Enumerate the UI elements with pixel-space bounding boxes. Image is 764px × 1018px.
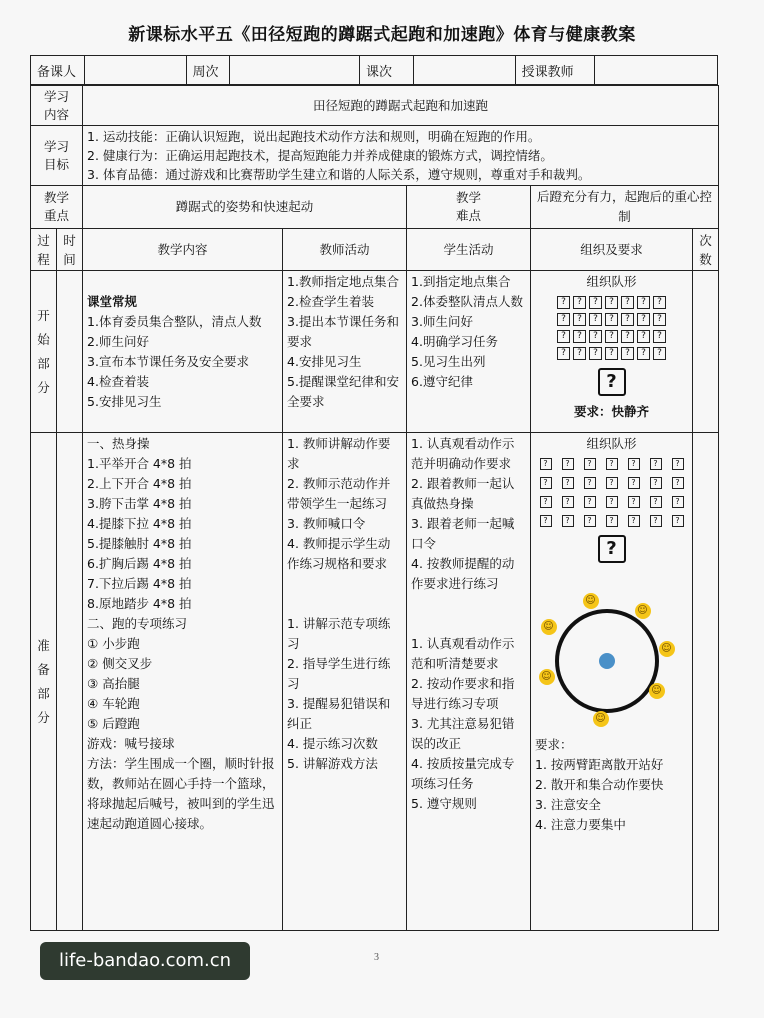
start-teacher	[283, 271, 407, 433]
content-item: 3.宣布本节课任务及安全要求	[87, 353, 249, 369]
student-marker-icon: ?	[540, 515, 552, 527]
content-item: ② 侧交叉步	[87, 656, 153, 671]
student-smiley-icon: ☺	[659, 641, 675, 657]
student-marker-icon: ?	[540, 496, 552, 508]
goal-item: 1. 运动技能：正确认识短跑，说出起跑技术动作方法和规则，明确在短跑的作用。	[87, 129, 541, 144]
prep-org-title: 组织队形	[586, 436, 637, 451]
student-marker-icon: ?	[589, 330, 602, 343]
spacer	[287, 574, 402, 614]
start-time	[57, 271, 83, 433]
formation-row	[557, 313, 666, 326]
student-marker-icon: ?	[653, 347, 666, 360]
content-item: 8.原地踏步 4*8 拍	[87, 596, 192, 611]
student-marker-icon: ?	[637, 313, 650, 326]
student-marker-icon: ?	[650, 458, 662, 470]
student-marker-icon: ?	[653, 313, 666, 326]
content-item: 方法：学生围成一个圈，顺时针报数，教师站在圆心手持一个篮球，将球抛起后喊号，被叫到的学生迅速起动跑道圆心接球。	[87, 756, 275, 831]
basketball-icon	[599, 653, 615, 669]
student-item: 5. 遵守规则	[411, 796, 477, 811]
header-row	[30, 55, 718, 85]
content-item: 5.提膝触肘 4*8 拍	[87, 536, 192, 551]
col-teacher: 教师活动	[283, 229, 407, 271]
student-marker-icon: ?	[589, 296, 602, 309]
col-count: 次 数	[693, 229, 719, 271]
student-marker-icon: ?	[605, 347, 618, 360]
content-item: 4.检查着装	[87, 373, 149, 389]
student-marker-icon: ?	[589, 347, 602, 360]
student-marker-icon: ?	[621, 347, 634, 360]
student-marker-icon: ?	[628, 477, 640, 489]
student-item: 4.明确学习任务	[411, 334, 498, 349]
prep-student	[407, 433, 531, 931]
key-value: 蹲踞式的姿势和快速起动	[83, 186, 407, 229]
week-label: 周次	[187, 56, 231, 84]
student-marker-icon: ?	[628, 515, 640, 527]
page-title: 新课标水平五《田径短跑的蹲踞式起跑和加速跑》体育与健康教案	[128, 25, 636, 45]
teacher-item: 3. 教师喊口令	[287, 516, 366, 531]
lesson-table	[30, 85, 719, 931]
goal-item: 3. 体育品德：通过游戏和比赛帮助学生建立和谐的人际关系，遵守规则，尊重对手和裁判。	[87, 167, 591, 182]
formation-grid	[535, 296, 688, 360]
student-marker-icon: ?	[672, 477, 684, 489]
formation-row	[557, 296, 666, 309]
student-item: 2. 跟着教师一起认真做热身操	[411, 476, 515, 511]
student-item: 4. 按教师提醒的动作要求进行练习	[411, 556, 515, 591]
content-item: 7.下拉后踢 4*8 拍	[87, 576, 192, 591]
student-marker-icon: ?	[606, 496, 618, 508]
start-content-title: 课堂常规	[87, 293, 138, 309]
goal-label: 学习 目标	[31, 126, 83, 186]
formation-row	[540, 515, 684, 527]
content-item: 5.安排见习生	[87, 393, 162, 409]
student-marker-icon: ?	[672, 458, 684, 470]
prep-org	[531, 433, 693, 931]
preparer-label: 备课人	[31, 56, 85, 84]
prep-section-label: 准 备 部 分	[31, 433, 57, 931]
start-count	[693, 271, 719, 433]
student-marker-icon: ?	[621, 296, 634, 309]
formation-row	[540, 496, 684, 508]
content-item: 游戏：喊号接球	[87, 736, 175, 751]
student-item: 1. 认真观看动作示范并明确动作要求	[411, 436, 515, 471]
col-student: 学生活动	[407, 229, 531, 271]
teacher-item: 3. 提醒易犯错误和纠正	[287, 696, 391, 731]
requirement-item: 1. 按两臂距离散开站好	[535, 757, 664, 772]
start-content	[83, 271, 283, 433]
prep-count	[693, 433, 719, 931]
content-label: 学习 内容	[31, 86, 83, 126]
col-org: 组织及要求	[531, 229, 693, 271]
student-marker-icon: ?	[672, 496, 684, 508]
formation-row	[540, 477, 684, 489]
teacher-item: 1. 讲解示范专项练习	[287, 616, 391, 651]
formation-row	[557, 347, 666, 360]
student-marker-icon: ?	[573, 330, 586, 343]
content-item: 2.上下开合 4*8 拍	[87, 476, 192, 491]
teacher-item: 3.提出本节课任务和要求	[287, 314, 399, 349]
student-marker-icon: ?	[584, 477, 596, 489]
content-item: 1.体育委员集合整队，清点人数	[87, 313, 262, 329]
student-marker-icon: ?	[650, 515, 662, 527]
student-marker-icon: ?	[621, 313, 634, 326]
prep-teacher	[283, 433, 407, 931]
content-item: ④ 车轮跑	[87, 696, 140, 711]
student-marker-icon: ?	[605, 313, 618, 326]
start-section-label: 开 始 部 分	[31, 271, 57, 433]
student-item: 1. 认真观看动作示范和听清楚要求	[411, 636, 515, 671]
student-item: 3. 尤其注意易犯错误的改正	[411, 716, 515, 751]
col-time: 时 间	[57, 229, 83, 271]
student-marker-icon: ?	[637, 330, 650, 343]
content-item: 4.提膝下拉 4*8 拍	[87, 516, 192, 531]
student-item: 3.师生问好	[411, 314, 473, 329]
difficulty-label: 教学 难点	[407, 186, 531, 229]
student-marker-icon: ?	[584, 458, 596, 470]
student-marker-icon: ?	[637, 296, 650, 309]
teacher-item: 5.提醒课堂纪律和安全要求	[287, 374, 399, 409]
requirement-item: 4. 注意力要集中	[535, 817, 626, 832]
goals-cell	[83, 126, 719, 186]
teacher-label: 授课教师	[516, 56, 596, 84]
student-smiley-icon: ☺	[541, 619, 557, 635]
student-item: 3. 跟着老师一起喊口令	[411, 516, 515, 551]
student-marker-icon: ?	[628, 496, 640, 508]
student-marker-icon: ?	[584, 496, 596, 508]
content-item: ③ 高抬腿	[87, 676, 140, 691]
preparer-value[interactable]	[85, 56, 187, 84]
student-item: 4. 按质按量完成专项练习任务	[411, 756, 515, 791]
formation-row	[540, 458, 684, 470]
key-label: 教学 重点	[31, 186, 83, 229]
start-org-title: 组织队形	[586, 274, 637, 289]
goal-item: 2. 健康行为：正确运用起跑技术，提高短跑能力并养成健康的锻炼方式，调控情绪。	[87, 148, 553, 163]
student-marker-icon: ?	[557, 330, 570, 343]
start-student	[407, 271, 531, 433]
teacher-item: 5. 讲解游戏方法	[287, 756, 378, 771]
formation-grid	[535, 458, 688, 527]
prep-content	[83, 433, 283, 931]
student-marker-icon: ?	[557, 347, 570, 360]
teacher-item: 2. 教师示范动作并带领学生一起练习	[287, 476, 391, 511]
week-value[interactable]	[230, 56, 360, 84]
content-item: 3.胯下击掌 4*8 拍	[87, 496, 192, 511]
content-item: 一、热身操	[87, 436, 150, 451]
student-smiley-icon: ☺	[593, 711, 609, 727]
student-marker-icon: ?	[653, 330, 666, 343]
teacher-value[interactable]	[595, 56, 717, 84]
student-marker-icon: ?	[637, 347, 650, 360]
teacher-item: 4. 教师提示学生动作练习规格和要求	[287, 536, 391, 571]
student-smiley-icon: ☺	[635, 603, 651, 619]
teacher-item: 1. 教师讲解动作要求	[287, 436, 391, 471]
content-value: 田径短跑的蹲踞式起跑和加速跑	[83, 86, 719, 126]
student-marker-icon: ?	[621, 330, 634, 343]
student-marker-icon: ?	[573, 296, 586, 309]
student-marker-icon: ?	[573, 347, 586, 360]
student-item: 5.见习生出列	[411, 354, 486, 369]
prep-time	[57, 433, 83, 931]
student-marker-icon: ?	[573, 313, 586, 326]
requirement-item: 2. 散开和集合动作要快	[535, 777, 664, 792]
student-marker-icon: ?	[605, 330, 618, 343]
student-marker-icon: ?	[557, 296, 570, 309]
content-item: ① 小步跑	[87, 636, 140, 651]
student-marker-icon: ?	[606, 515, 618, 527]
lesson-value[interactable]	[414, 56, 516, 84]
student-marker-icon: ?	[557, 313, 570, 326]
content-item: 1.平举开合 4*8 拍	[87, 456, 192, 471]
student-marker-icon: ?	[672, 515, 684, 527]
student-smiley-icon: ☺	[649, 683, 665, 699]
start-org	[531, 271, 693, 433]
content-item: ⑤ 后蹬跑	[87, 716, 140, 731]
student-marker-icon: ?	[606, 458, 618, 470]
difficulty-value: 后蹬充分有力，起跑后的重心控制	[531, 186, 719, 229]
student-marker-icon: ?	[562, 477, 574, 489]
content-item: 6.扩胸后踢 4*8 拍	[87, 556, 192, 571]
page-number: 3	[374, 952, 379, 963]
student-marker-icon: ?	[628, 458, 640, 470]
student-marker-icon: ?	[650, 477, 662, 489]
student-marker-icon: ?	[540, 458, 552, 470]
teacher-item: 2. 指导学生进行练习	[287, 656, 391, 691]
student-marker-icon: ?	[584, 515, 596, 527]
student-item: 2. 按动作要求和指导进行练习专项	[411, 676, 515, 711]
student-marker-icon: ?	[562, 515, 574, 527]
start-org-requirement: 要求：快静齐	[574, 404, 650, 419]
col-process: 过 程	[31, 229, 57, 271]
spacer	[411, 594, 526, 634]
teacher-item: 4.安排见习生	[287, 354, 362, 369]
student-marker-icon: ?	[562, 496, 574, 508]
student-marker-icon: ?	[605, 296, 618, 309]
student-marker-icon: ?	[540, 477, 552, 489]
student-marker-icon: ?	[562, 458, 574, 470]
student-marker-icon: ?	[589, 313, 602, 326]
circle-formation-diagram	[537, 591, 687, 741]
student-smiley-icon: ☺	[583, 593, 599, 609]
requirement-item: 3. 注意安全	[535, 797, 601, 812]
content-item: 2.师生问好	[87, 333, 149, 349]
student-marker-icon: ?	[650, 496, 662, 508]
teacher-item: 1.教师指定地点集合	[287, 274, 399, 289]
formation-row	[557, 330, 666, 343]
student-item: 6.遵守纪律	[411, 374, 473, 389]
col-content: 教学内容	[83, 229, 283, 271]
student-marker-icon: ?	[606, 477, 618, 489]
student-smiley-icon: ☺	[539, 669, 555, 685]
student-item: 1.到指定地点集合	[411, 274, 511, 289]
teacher-item: 2.检查学生着装	[287, 294, 374, 309]
prep-org-req-title: 要求：	[535, 737, 573, 752]
teacher-item: 4. 提示练习次数	[287, 736, 378, 751]
teacher-marker-icon: ?	[598, 368, 626, 396]
watermark: life-bandao.com.cn	[40, 942, 250, 980]
student-marker-icon: ?	[653, 296, 666, 309]
content-item: 二、跑的专项练习	[87, 616, 188, 631]
lesson-label: 课次	[360, 56, 414, 84]
teacher-marker-icon: ?	[598, 535, 626, 563]
student-item: 2.体委整队清点人数	[411, 294, 523, 309]
